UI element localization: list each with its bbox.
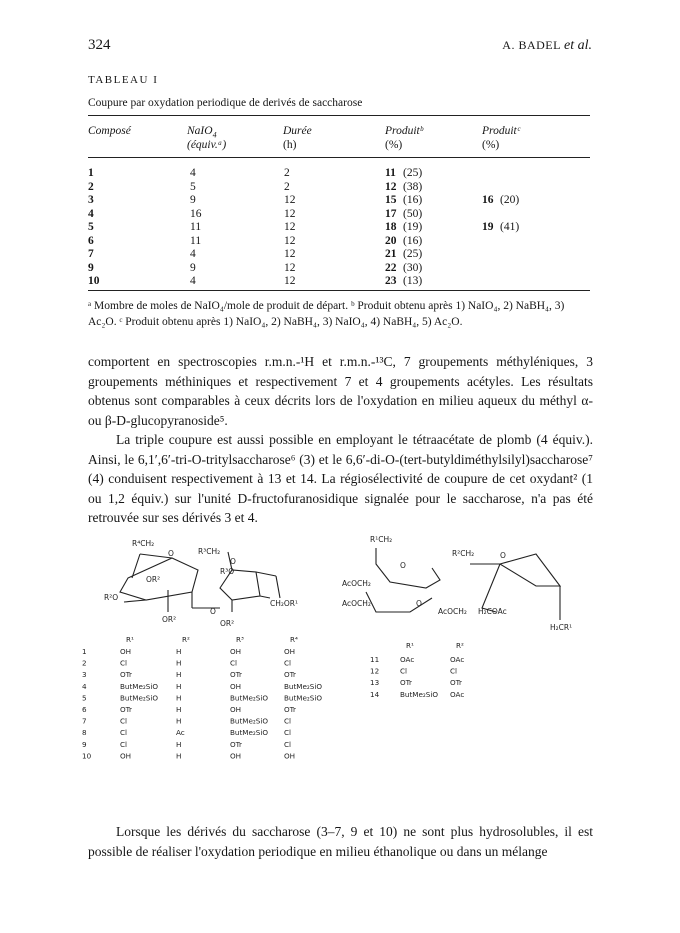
table-cell-p1v: (25): [403, 167, 423, 179]
header-produit-c: Produitᶜ: [482, 125, 520, 137]
left-compound-number: 2: [82, 658, 87, 668]
label-h2coac: H₂COAc: [478, 607, 507, 616]
label-or2-c: OR²: [220, 619, 235, 628]
label-r2ch2-right: R²CH₂: [452, 549, 475, 558]
right-r2-value: OTr: [450, 678, 462, 688]
table-cell-n: 9: [190, 194, 196, 206]
table-cell-d: 2: [284, 167, 290, 179]
left-r4-value: OH: [284, 751, 296, 761]
table-title: Coupure par oxydation periodique de derivés de saccharose: [88, 97, 363, 109]
table-footnote: [88, 298, 592, 330]
left-r1-value: ButMe₂SiO: [120, 693, 159, 703]
left-r3-value: OH: [230, 681, 242, 691]
left-r3-value: ButMe₂SiO: [230, 728, 269, 738]
table-cell-p1: 17: [385, 207, 397, 220]
table-cell-n: 16: [190, 207, 202, 220]
header-produit-c-unit: (%): [482, 139, 500, 151]
left-r4-value: Cl: [284, 728, 292, 738]
label-acoch2-a: AcOCH₂: [342, 579, 371, 588]
table-cell-d: 12: [284, 261, 296, 274]
left-r2-value: H: [176, 658, 182, 668]
left-compound-number: 8: [82, 728, 87, 738]
left-compound-number: 10: [82, 751, 92, 761]
label-acoch2-b: AcOCH₂: [342, 599, 371, 608]
header-produit-b: Produitᵇ: [385, 125, 423, 137]
ring-oxygen-2: O: [230, 557, 236, 566]
table-cell-d: 12: [284, 194, 296, 206]
left-compound-number: 9: [82, 739, 87, 749]
left-col-header: R²: [182, 635, 190, 644]
left-compound-number: 5: [82, 693, 87, 703]
right-r1-value: ButMe₂SiO: [400, 689, 439, 699]
left-r1-value: OH: [120, 647, 132, 656]
left-r2-value: Ac: [176, 728, 185, 738]
table-label: TABLEAU I: [88, 74, 159, 86]
right-r1-value: OTr: [400, 678, 412, 688]
left-compound-number: 6: [82, 705, 87, 714]
table-cell-d: 12: [284, 207, 296, 220]
label-ch2or1: CH₂OR¹: [270, 599, 299, 608]
left-r4-value: ButMe₂SiO: [284, 693, 323, 703]
label-h2cr1: H₂CR¹: [550, 623, 573, 632]
right-r2-value: Cl: [450, 666, 458, 676]
left-r1-value: Cl: [120, 716, 128, 726]
left-r1-value: Cl: [120, 739, 128, 749]
left-r3-value: OH: [230, 705, 242, 714]
left-r3-value: OH: [230, 751, 242, 761]
table-cell-d: 2: [284, 180, 290, 193]
table-cell-p1v: (25): [403, 248, 423, 260]
left-r4-value: Cl: [284, 658, 292, 668]
glycosidic-oxygen: O: [210, 607, 216, 616]
table-cell-c: 7: [88, 248, 94, 260]
label-r4ch2: R⁴CH₂: [132, 539, 155, 548]
author-name: A. BADEL: [502, 38, 561, 52]
table-cell-n: 11: [190, 234, 202, 247]
table-cell-p2: 16: [482, 194, 494, 206]
left-r1-value: OTr: [120, 705, 132, 714]
left-compound-number: 3: [82, 670, 87, 680]
table-cell-c: 10: [88, 275, 100, 287]
table-cell-c: 5: [88, 221, 94, 233]
chain-right-1: [376, 548, 440, 588]
table-bottom-rule: [88, 290, 590, 291]
table-cell-p1: 15: [385, 194, 397, 206]
table-top-rule: [88, 115, 590, 116]
left-r4-value: OTr: [284, 705, 296, 714]
left-r2-value: H: [176, 681, 182, 691]
table-cell-p1: 18: [385, 221, 397, 233]
right-substituent-table: [370, 641, 464, 699]
left-r3-value: ButMe₂SiO: [230, 716, 269, 726]
page-number: 324: [88, 37, 111, 53]
label-r2o: R²O: [104, 593, 119, 602]
table-cell-n: 4: [190, 167, 196, 179]
left-r4-value: OTr: [284, 670, 296, 680]
running-head-author: [502, 38, 592, 54]
right-compound-number: 12: [370, 666, 380, 676]
right-compound-number: 14: [370, 689, 380, 699]
table-cell-n: 4: [190, 248, 196, 260]
right-compound-number: 11: [370, 655, 380, 664]
left-r2-value: H: [176, 751, 182, 761]
left-r1-value: OTr: [120, 670, 132, 680]
label-or2-a: OR²: [146, 575, 161, 584]
table-cell-p2v: (41): [500, 221, 520, 233]
right-r1-value: OAc: [400, 655, 415, 664]
label-r3o: R³O: [220, 567, 235, 576]
table-cell-p1v: (19): [403, 221, 423, 233]
table-cell-p1v: (30): [403, 261, 423, 274]
left-compound-number: 1: [82, 647, 87, 656]
left-r1-value: ButMe₂SiO: [120, 681, 159, 691]
left-r3-value: OTr: [230, 670, 242, 680]
table-cell-p1v: (13): [403, 275, 423, 287]
table-cell-p1: 20: [385, 234, 397, 247]
left-r2-value: H: [176, 670, 182, 680]
right-col-header: R²: [456, 641, 464, 650]
header-naio4-unit: (équiv.ᵃ): [187, 139, 227, 151]
table-cell-d: 12: [284, 221, 296, 233]
table-cell-n: 4: [190, 275, 196, 287]
table-cell-p2: 19: [482, 221, 494, 233]
label-r3ch2: R³CH₂: [198, 547, 221, 556]
left-r2-value: H: [176, 647, 182, 656]
footnote-line-1: ᵃ Mombre de moles de NaIO₄/mole de produit de départ. ᵇ Produit obtenu après 1) NaIO₄, 2) NaBH₄, 3): [88, 300, 565, 312]
table-cell-d: 12: [284, 234, 296, 247]
table-cell-c: 6: [88, 234, 94, 247]
table-cell-c: 3: [88, 194, 94, 206]
left-r3-value: OTr: [230, 739, 242, 749]
right-ring-oxygen-2: O: [500, 551, 506, 560]
table-cell-p1: 12: [385, 180, 397, 193]
table-cell-c: 1: [88, 167, 94, 179]
left-r3-value: OH: [230, 647, 242, 656]
table-cell-c: 4: [88, 207, 94, 220]
left-compound-number: 7: [82, 716, 87, 726]
left-col-header: R⁴: [290, 635, 298, 644]
left-r4-value: OH: [284, 647, 296, 656]
left-r4-value: Cl: [284, 716, 292, 726]
author-suffix: et al.: [564, 38, 592, 53]
right-col-header: R¹: [406, 641, 414, 650]
left-compound-number: 4: [82, 681, 87, 691]
table-cell-p2v: (20): [500, 194, 520, 206]
table-cell-n: 11: [190, 221, 202, 233]
left-r1-value: Cl: [120, 728, 128, 738]
table-cell-p1: 22: [385, 261, 397, 274]
left-r1-value: Cl: [120, 658, 128, 668]
table-cell-n: 5: [190, 180, 196, 193]
header-produit-b-unit: (%): [385, 139, 403, 151]
table-cell-p1v: (38): [403, 180, 423, 193]
table-cell-p1v: (50): [403, 207, 423, 220]
header-compose: Composé: [88, 125, 131, 137]
header-duree: Durée: [283, 125, 312, 137]
left-r2-value: H: [176, 693, 182, 703]
left-r4-value: Cl: [284, 739, 292, 749]
header-duree-unit: (h): [283, 139, 297, 151]
chemical-scheme: [80, 530, 600, 790]
table-cell-n: 9: [190, 261, 196, 274]
right-r1-value: Cl: [400, 666, 408, 676]
table-cell-p1: 21: [385, 248, 397, 260]
left-col-header: R¹: [126, 635, 134, 644]
table-cell-d: 12: [284, 275, 296, 287]
table-cell-p1v: (16): [403, 234, 423, 247]
label-r1ch2-right: R¹CH₂: [370, 535, 393, 544]
body-paragraph-1: comportent en spectroscopies r.m.n.-¹H et r.m.n.-¹³C, 7 groupements méthyléniques, 3 groupements méthiniques et respectivement 7 et 4 groupements acétyles. Les résultats obtenus sont comparables à ceux décrits lors de l'oxydation en milieu aqueux du méthyl α- ou β-D-glucopyranoside⁵.: [88, 354, 593, 428]
left-r2-value: H: [176, 739, 182, 749]
header-naio4: NaIO$_4$: [187, 125, 217, 140]
footnote-line-2: Ac₂O. ᶜ Produit obtenu après 1) NaIO₄, 2) NaBH₄, 3) NaIO₄, 4) NaBH₄, 5) Ac₂O.: [88, 316, 463, 328]
left-r3-value: Cl: [230, 658, 238, 668]
table-cell-p1v: (16): [403, 194, 423, 206]
left-r4-value: ButMe₂SiO: [284, 681, 323, 691]
right-ring-oxygen-1: O: [400, 561, 406, 570]
table-cell-c: 9: [88, 261, 94, 274]
left-r1-value: OH: [120, 751, 132, 761]
right-compound-number: 13: [370, 678, 380, 688]
left-r2-value: H: [176, 705, 182, 714]
left-r2-value: H: [176, 716, 182, 726]
table-cell-p1: 23: [385, 275, 397, 287]
left-substituent-table: [82, 635, 322, 760]
right-r2-value: OAc: [450, 689, 465, 699]
body-paragraph-2: La triple coupure est aussi possible en employant le tétraacétate de plomb (4 équiv.). Ainsi, le 6,1′,6′-tri-O-tritylsaccharose⁶ (3) et le 6,6′-di-O-(tert-butyldiméthylsilyl)saccharose⁷ (4) conduisent respectivement à 13 et 14. La régiosélectivité de coupure de cet oxydant² (1 ou 1,2 équiv.) sur l'unité D-fructofuranosidique signalée pour le saccharose, n'a pas été retrouvée sur ses dérivés 3 et 4.: [88, 432, 593, 525]
label-acoch2-c: AcOCH₂: [438, 607, 467, 616]
label-or2-b: OR²: [162, 615, 177, 624]
ring-oxygen-1: O: [168, 549, 174, 558]
right-r2-value: OAc: [450, 655, 465, 664]
right-glycosidic-oxygen: O: [416, 599, 422, 608]
table-cell-c: 2: [88, 180, 94, 193]
table-cell-p1: 11: [385, 167, 396, 179]
left-col-header: R³: [236, 635, 244, 644]
chain-right-2: [366, 592, 432, 612]
table-cell-d: 12: [284, 248, 296, 260]
left-r3-value: ButMe₂SiO: [230, 693, 269, 703]
body-paragraph-3: Lorsque les dérivés du saccharose (3–7, 9 et 10) ne sont plus hydrosolubles, il est possible de réaliser l'oxydation periodique en milieu éthanolique ou dans un mélange: [88, 824, 593, 859]
table-header-rule: [88, 157, 590, 158]
